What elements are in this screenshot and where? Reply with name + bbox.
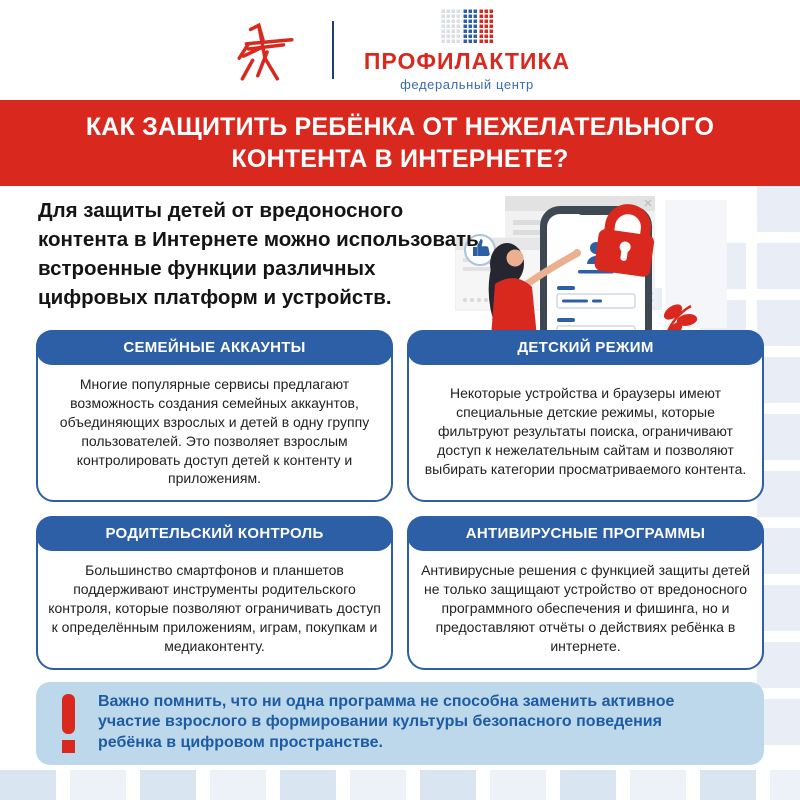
card-parental-control <box>36 516 393 669</box>
flag-pixel-icon <box>440 8 494 44</box>
info-cards <box>36 330 764 670</box>
card-title: РОДИТЕЛЬСКИЙ КОНТРОЛЬ <box>36 516 393 551</box>
important-note <box>36 682 764 765</box>
card-title: СЕМЕЙНЫЕ АККАУНТЫ <box>36 330 393 365</box>
card-text: Многие популярные сервисы предлагают возможность создания семейных аккаунтов, объединяющих взрослых и детей в одну группу пользователей. Это позволяет взрослым контролировать доступ детей к контенту и приложениям. <box>59 376 370 487</box>
logo-mark-icon <box>230 17 302 83</box>
card-text: Большинство смартфонов и планшетов поддерживают инструменты родительского контроля, которые позволяют ограничивать доступ к определённым приложениям, играм, покупкам и медиаконтенту. <box>48 562 381 654</box>
bottom-stripe-pattern <box>0 770 800 800</box>
important-note-text: Важно помнить, что ни одна программа не способна заменить активное участие взрослого в формировании культуры безопасного поведения ребёнка в цифровом пространстве. <box>98 692 675 751</box>
title-banner <box>0 100 800 186</box>
header-divider <box>332 21 334 79</box>
title-line-2: КОНТЕНТА В ИНТЕРНЕТЕ? <box>231 145 569 173</box>
card-text: Антивирусные решения с функцией защиты детей не только защищают устройство от вредоносного программного обеспечения и фишинга, но и предоставляют отчёты о действиях ребёнка в интернете. <box>421 562 750 654</box>
card-family-accounts <box>36 330 393 502</box>
card-text: Некоторые устройства и браузеры имеют специальные детские режимы, которые фильтруют результаты поиска, ограничивают доступ к нежелательным сайтам и позволяют выбирать категории просматриваемого контента. <box>424 385 747 477</box>
card-title: ДЕТСКИЙ РЕЖИМ <box>407 330 764 365</box>
brand-name: ПРОФИЛАКТИКА <box>363 47 571 74</box>
card-kids-mode <box>407 330 764 502</box>
header <box>0 0 800 100</box>
exclamation-icon <box>62 694 76 753</box>
intro-text: Для защиты детей от вредоносного контента в Интернете можно использовать встроенные функции различных цифровых платформ и устройств. <box>38 199 479 310</box>
brand-block <box>364 8 570 92</box>
title-line-1: КАК ЗАЩИТИТЬ РЕБЁНКА ОТ НЕЖЕЛАТЕЛЬНОГО <box>85 112 715 141</box>
brand-subtitle: федеральный центр <box>400 77 534 93</box>
card-title: АНТИВИРУСНЫЕ ПРОГРАММЫ <box>407 516 764 551</box>
card-antivirus <box>407 516 764 669</box>
